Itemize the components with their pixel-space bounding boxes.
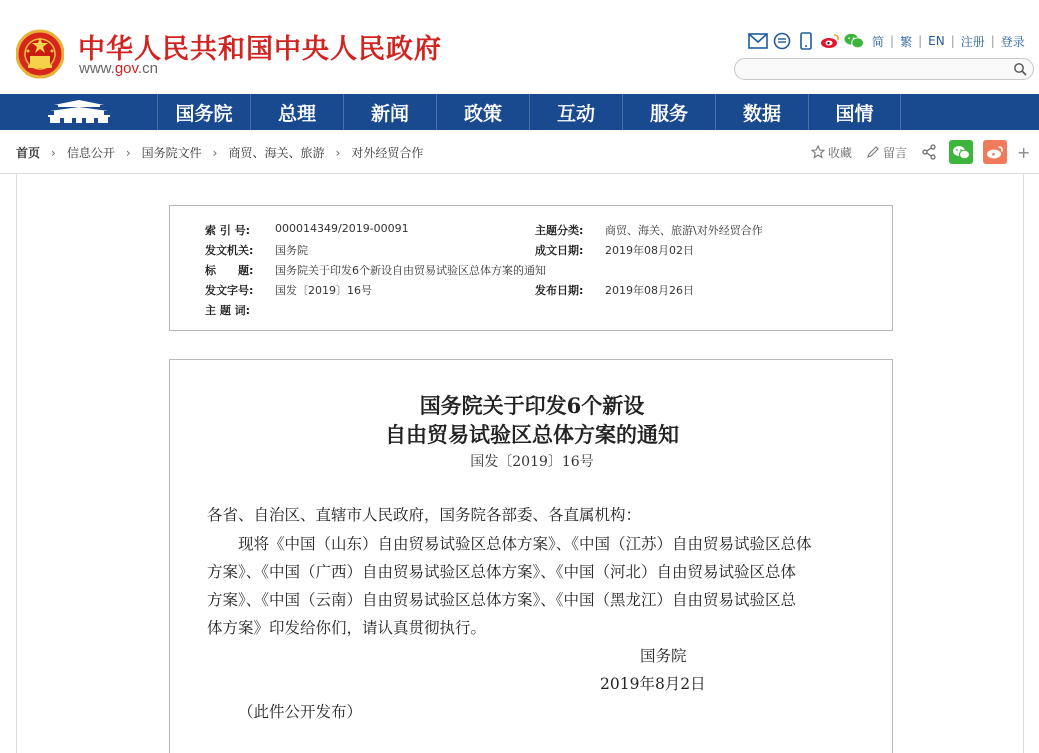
document-paragraph-line: 体方案》印发给你们，请认真贯彻执行。: [207, 619, 487, 637]
chevron-right-icon: ›: [335, 145, 341, 160]
breadcrumb: [16, 144, 423, 161]
pencil-icon: [866, 145, 880, 159]
meta-published: [535, 282, 694, 298]
tiananmen-icon[interactable]: [0, 94, 157, 130]
header-toolbar: [748, 31, 1025, 51]
search-icon[interactable]: [1013, 62, 1027, 76]
document-metadata: [169, 205, 893, 331]
star-icon: [811, 145, 825, 159]
url-prefix: www.: [79, 60, 115, 77]
meta-created: [535, 242, 694, 258]
national-emblem-icon[interactable]: [16, 29, 64, 79]
separator: |: [950, 34, 955, 48]
meta-title-value: 国务院关于印发6个新设自由贸易试验区总体方案的通知: [275, 264, 546, 277]
separator: |: [890, 34, 895, 48]
comment-button[interactable]: [866, 144, 907, 161]
favorite-label: 收藏: [828, 145, 853, 160]
nav-item-policy[interactable]: 政策: [436, 94, 529, 130]
breadcrumb-home[interactable]: 首页: [16, 146, 41, 160]
breadcrumb-state-council-docs[interactable]: 国务院文件: [141, 146, 202, 160]
meta-docno: [205, 282, 372, 298]
chevron-right-icon: ›: [212, 145, 218, 160]
meta-published-label: 发布日期:: [535, 284, 584, 297]
favorite-button[interactable]: [811, 144, 852, 161]
login-link[interactable]: 登录: [1000, 34, 1025, 49]
meta-title-label: 标 题:: [205, 264, 254, 277]
document-paragraph-line: 现将《中国（山东）自由贸易试验区总体方案》、《中国（江苏）自由贸易试验区总体: [238, 535, 812, 553]
document-number: 国发〔2019〕16号: [470, 454, 594, 470]
nav-item-interaction[interactable]: 互动: [529, 94, 622, 130]
nav-items: [157, 94, 901, 130]
lang-english-link[interactable]: EN: [928, 34, 945, 48]
document-paragraph-line: 方案》、《中国（广西）自由贸易试验区总体方案》、《中国（河北）自由贸易试验区总体: [207, 563, 797, 581]
meta-category-label: 主题分类:: [535, 224, 584, 237]
comment-label: 留言: [883, 145, 908, 160]
meta-index: [205, 222, 409, 238]
meta-issuer-label: 发文机关:: [205, 244, 254, 257]
meta-created-label: 成文日期:: [535, 244, 584, 257]
mail-icon[interactable]: [748, 31, 768, 51]
chevron-right-icon: ›: [51, 145, 56, 160]
register-link[interactable]: 注册: [960, 34, 985, 49]
more-share-button[interactable]: +: [1017, 142, 1031, 162]
chevron-right-icon: ›: [125, 145, 131, 160]
nav-item-premier[interactable]: 总理: [250, 94, 343, 130]
document-body: [169, 359, 893, 753]
meta-title: [205, 262, 546, 278]
nav-item-news[interactable]: 新闻: [343, 94, 436, 130]
site-header: [0, 0, 1039, 94]
lang-traditional-link[interactable]: 繁: [900, 34, 913, 49]
main-nav: [0, 94, 1039, 130]
url-brand: gov: [114, 60, 138, 77]
site-url[interactable]: [79, 60, 158, 77]
chat-bubble-icon[interactable]: [772, 31, 792, 51]
site-title[interactable]: 中华人民共和国中央人民政府: [78, 34, 442, 65]
document-salutation: 各省、自治区、直辖市人民政府，国务院各部委、各直属机构：: [207, 506, 642, 524]
weibo-icon: [986, 145, 1004, 160]
meta-docno-value: 国发〔2019〕16号: [275, 284, 372, 297]
nav-item-services[interactable]: 服务: [622, 94, 715, 130]
search-input[interactable]: [734, 58, 1034, 80]
meta-issuer-value: 国务院: [275, 244, 308, 257]
share-wechat-button[interactable]: [949, 140, 973, 164]
weibo-icon[interactable]: [820, 31, 840, 51]
breadcrumb-info-disclosure[interactable]: 信息公开: [66, 146, 115, 160]
breadcrumb-foreign-trade[interactable]: 对外经贸合作: [351, 146, 424, 160]
mobile-icon[interactable]: [796, 31, 816, 51]
share-weibo-button[interactable]: [983, 140, 1007, 164]
wechat-icon[interactable]: [844, 31, 864, 51]
meta-category-value: 商贸、海关、旅游\对外经贸合作: [605, 224, 763, 237]
meta-created-value: 2019年08月02日: [605, 244, 694, 257]
nav-item-national-conditions[interactable]: 国情: [808, 94, 901, 130]
document-publication-note: （此件公开发布）: [238, 703, 363, 721]
document-signature: 国务院: [640, 647, 687, 665]
meta-keywords: [205, 302, 275, 318]
nav-item-state-council[interactable]: 国务院: [157, 94, 250, 130]
document-date: 2019年8月2日: [600, 675, 706, 693]
share-icon[interactable]: [921, 144, 937, 160]
document-title-line-1: 国务院关于印发6个新设: [419, 393, 645, 418]
meta-published-value: 2019年08月26日: [605, 284, 694, 297]
lang-simplified-link[interactable]: 简: [872, 34, 885, 49]
meta-docno-label: 发文字号:: [205, 284, 254, 297]
meta-index-value: 000014349/2019-00091: [275, 222, 409, 235]
nav-item-data[interactable]: 数据: [715, 94, 808, 130]
document-paragraph-line: 方案》、《中国（云南）自由贸易试验区总体方案》、《中国（黑龙江）自由贸易试验区总: [207, 591, 797, 609]
separator: |: [990, 34, 995, 48]
separator: |: [918, 34, 923, 48]
wechat-icon: [952, 145, 970, 160]
language-links: [872, 33, 1025, 50]
meta-issuer: [205, 242, 308, 258]
meta-index-label: 索 引 号:: [205, 224, 251, 237]
document-title-line-2: 自由贸易试验区总体方案的通知: [385, 422, 679, 447]
page-actions: [811, 140, 1030, 164]
breadcrumb-trade-customs-tourism[interactable]: 商贸、海关、旅游: [228, 146, 325, 160]
meta-keywords-label: 主 题 词:: [205, 304, 251, 317]
meta-category: [535, 222, 763, 238]
url-suffix: .cn: [137, 60, 158, 77]
